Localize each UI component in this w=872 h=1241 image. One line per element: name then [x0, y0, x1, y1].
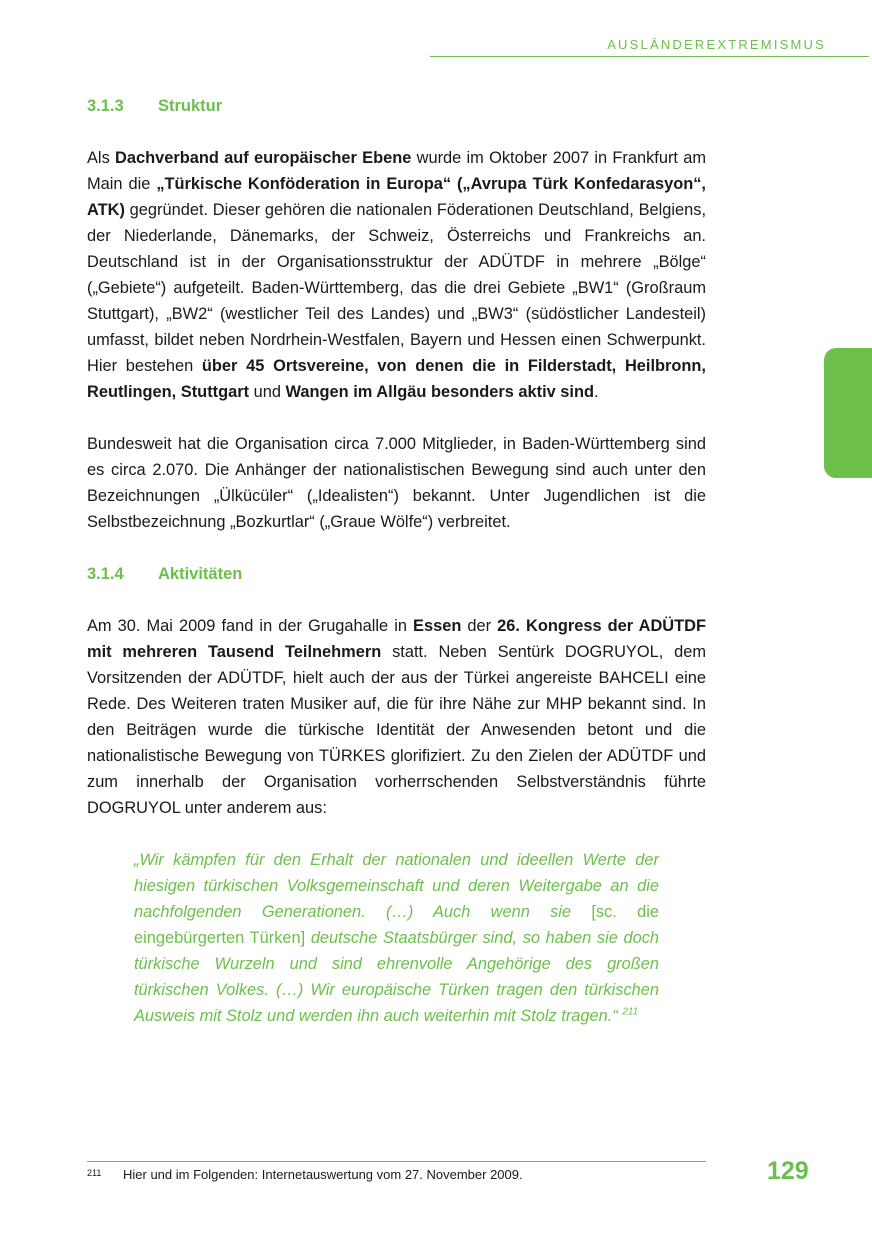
- footnote: [87, 1167, 523, 1182]
- footnote-rule: [87, 1161, 706, 1162]
- paragraph: [87, 431, 706, 535]
- bold-text-run: Wangen im Allgäu besonders aktiv sind: [285, 383, 594, 401]
- quote-text: „Wir kämpfen für den Erhalt der nationalen und ideellen Werte der hiesigen türkischen Volksgemeinschaft und deren Weitergabe an die nachfolgenden Generationen. (…) Auch wenn sie: [134, 851, 659, 921]
- page-number: 129: [767, 1157, 809, 1185]
- section-title: Aktivitäten: [158, 565, 243, 583]
- paragraph: [87, 613, 706, 821]
- footnote-reference[interactable]: 211: [622, 1006, 639, 1018]
- footnote-text: Hier und im Folgenden: Internetauswertung vom 27. November 2009.: [123, 1167, 523, 1182]
- chapter-side-tab: [824, 348, 872, 478]
- running-header: AUSLÄNDEREXTREMISMUS: [607, 37, 826, 52]
- main-content: [87, 93, 706, 1029]
- blockquote: [134, 847, 659, 1029]
- paragraph: [87, 145, 706, 405]
- section-heading-struktur: [87, 93, 706, 119]
- text-run: Bundesweit hat die Organisation circa 7.000 Mitglieder, in Baden-Württemberg sind es circa 2.070. Die Anhänger der nationalistischen Bewegung sind auch unter den Bezeichnungen „Ülkücüler“ („Idealisten“) bekannt. Unter Jugendlichen ist die Selbstbezeichnung „Bozkurtlar“ („Graue Wölfe“) verbreitet.: [87, 435, 706, 531]
- text-run: wurde im Oktober 2007 in Frankfurt am Main die: [87, 149, 707, 193]
- section-title: Struktur: [158, 97, 223, 115]
- footnote-number: 211: [87, 1168, 102, 1178]
- bold-text-run: 26. Kongress der ADÜTDF mit mehreren Tausend Teilnehmern: [87, 617, 706, 661]
- text-run: statt. Neben Sentürk DOGRUYOL, dem Vorsitzenden der ADÜTDF, hielt auch der aus der Türkei angereiste BAHCELI eine Rede. Des Weiteren traten Musiker auf, die für ihre Nähe zur MHP bekannt sind. In den Beiträgen wurde die türkische Identität der Anwesenden betont und die nationalistische Bewegung von TÜRKES glorifiziert. Zu den Zielen der ADÜTDF und zum innerhalb der Organisation vorherrschenden Selbstverständnis führte DOGRUYOL unter anderem aus:: [87, 643, 706, 817]
- text-run: Am 30. Mai 2009 fand in der Grugahalle in: [87, 617, 414, 635]
- text-run: und: [249, 383, 286, 401]
- section-number: 3.1.4: [87, 565, 124, 583]
- bold-text-run: „Türkische Konföderation in Europa“ („Avrupa Türk Konfedarasyon“, ATK): [87, 175, 706, 219]
- bold-text-run: Dachverband auf europäischer Ebene: [115, 149, 412, 167]
- quote-insertion: [sc. die eingebürgerten Türken]: [134, 903, 659, 947]
- section-number: 3.1.3: [87, 97, 124, 115]
- text-run: der: [461, 617, 498, 635]
- text-run: Als: [87, 149, 116, 167]
- section-heading-aktivitaeten: [87, 561, 706, 587]
- text-run: gegründet. Dieser gehören die nationalen Föderationen Deutschland, Belgiens, der Niederlande, Dänemarks, der Schweiz, Österreichs und Frankreichs an. Deutschland ist in der Organisationsstruktur der ADÜTDF in mehrere „Bölge“ („Gebiete“) aufgeteilt. Baden-Württemberg, das die drei Gebiete „BW1“ (Großraum Stuttgart), „BW2“ (westlicher Teil des Landes) und „BW3“ (südöstlicher Landesteil) umfasst, bildet neben Nordrhein-Westfalen, Bayern und Hessen einen Schwerpunkt. Hier bestehen: [87, 201, 706, 375]
- header-rule: [430, 56, 869, 57]
- quote-text: deutsche Staatsbürger sind, so haben sie doch türkische Wurzeln und sind ehrenvolle Angehörige des großen türkischen Volkes. (…) Wir europäische Türken tragen den türkischen Ausweis mit Stolz und werden ihn auch weiterhin mit Stolz tragen.“: [134, 929, 660, 1025]
- text-run: .: [594, 383, 599, 401]
- bold-text-run: Essen: [413, 617, 462, 635]
- bold-text-run: über 45 Ortsvereine, von denen die in Filderstadt, Heilbronn, Reutlingen, Stuttgart: [87, 357, 706, 401]
